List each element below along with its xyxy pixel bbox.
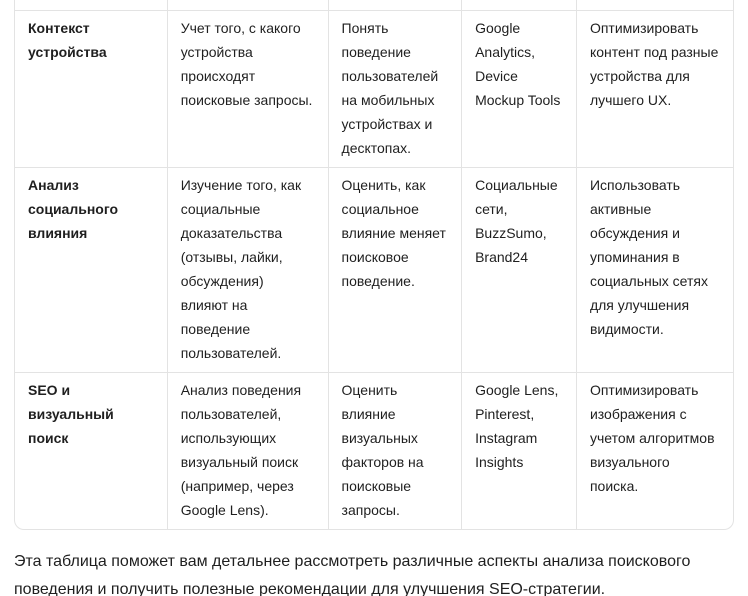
cutoff-cell bbox=[576, 0, 733, 10]
table-cell: Google Analytics, Device Mockup Tools bbox=[462, 10, 577, 167]
summary-paragraph: Эта таблица поможет вам детальнее рассмотреть различные аспекты анализа поискового поведения и получить полезные рекомендации для улучшения SEO-стратегии. bbox=[14, 552, 691, 596]
table-cell: Оценить, как социальное влияние меняет поисковое поведение. bbox=[328, 167, 462, 372]
cutoff-cell bbox=[328, 0, 462, 10]
table-cell: Использовать активные обсуждения и упоминания в социальных сетях для улучшения видимости. bbox=[576, 167, 733, 372]
table-row bbox=[15, 167, 733, 372]
table-cell: Оценить влияние визуальных факторов на поисковые запросы. bbox=[328, 372, 462, 529]
cutoff-cell bbox=[462, 0, 577, 10]
seo-analysis-table-grid bbox=[15, 0, 733, 529]
cutoff-row-remnant bbox=[15, 0, 733, 10]
table-cell: Изучение того, как социальные доказательства (отзывы, лайки, обсуждения) влияют на поведение пользователей. bbox=[167, 167, 328, 372]
table-cell: Учет того, с какого устройства происходят поисковые запросы. bbox=[167, 10, 328, 167]
table-cell: Социальные сети, BuzzSumo, Brand24 bbox=[462, 167, 577, 372]
table-cell: Понять поведение пользователей на мобильных устройствах и десктопах. bbox=[328, 10, 462, 167]
table-cell: Оптимизировать контент под разные устройства для лучшего UX. bbox=[576, 10, 733, 167]
cutoff-cell bbox=[167, 0, 328, 10]
table-cell: Оптимизировать изображения с учетом алгоритмов визуального поиска. bbox=[576, 372, 733, 529]
row-header-cell: Контекст устройства bbox=[15, 10, 167, 167]
table-row bbox=[15, 372, 733, 529]
cutoff-cell bbox=[15, 0, 167, 10]
table-cell: Анализ поведения пользователей, использующих визуальный поиск (например, через Google Lens). bbox=[167, 372, 328, 529]
seo-analysis-table bbox=[14, 0, 734, 530]
row-header-cell: SEO и визуальный поиск bbox=[15, 372, 167, 529]
table-cell: Google Lens, Pinterest, Instagram Insights bbox=[462, 372, 577, 529]
row-header-cell: Анализ социального влияния bbox=[15, 167, 167, 372]
table-row bbox=[15, 10, 733, 167]
